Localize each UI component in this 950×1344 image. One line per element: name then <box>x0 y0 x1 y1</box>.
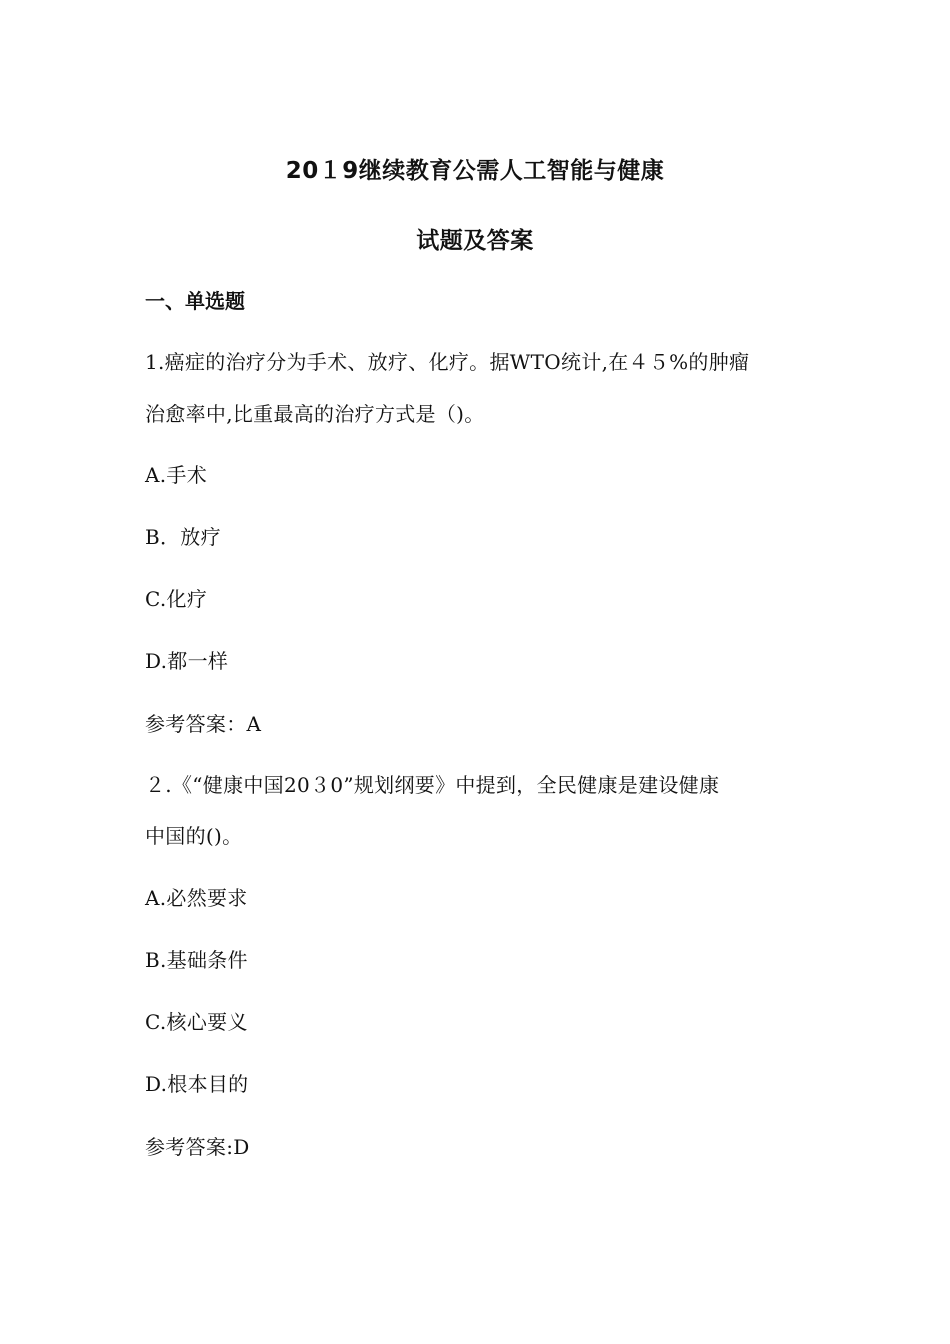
question-1-stem-line-2: 治愈率中,比重最高的治疗方式是（)。 <box>145 402 485 426</box>
question-2-option-a: A.必然要求 <box>145 886 248 910</box>
question-2-stem-line-2: 中国的()。 <box>145 824 243 848</box>
question-2-stem-line-1: ２.《“健康中国20３0”规划纲要》中提到，全民健康是建设健康 <box>145 773 720 797</box>
document-subtitle: 试题及答案 <box>416 228 534 254</box>
section-heading: 一、单选题 <box>145 289 245 313</box>
question-2-option-c: C.核心要义 <box>145 1010 248 1034</box>
question-2-answer: 参考答案:D <box>145 1135 250 1159</box>
question-2-option-d: D.根本目的 <box>145 1072 249 1096</box>
question-1-option-a: A.手术 <box>145 463 208 487</box>
question-1-option-d: D.都一样 <box>145 649 229 673</box>
question-1-answer: 参考答案：A <box>145 712 262 736</box>
question-2-option-b: B.基础条件 <box>145 948 248 972</box>
question-1-option-b: B．放疗 <box>145 525 221 549</box>
question-1-option-c: C.化疗 <box>145 587 208 611</box>
question-1-stem-line-1: 1.癌症的治疗分为手术、放疗、化疗。据WTO统计,在４５%的肿瘤 <box>145 350 750 374</box>
document-title: 20１9继续教育公需人工智能与健康 <box>285 158 665 184</box>
